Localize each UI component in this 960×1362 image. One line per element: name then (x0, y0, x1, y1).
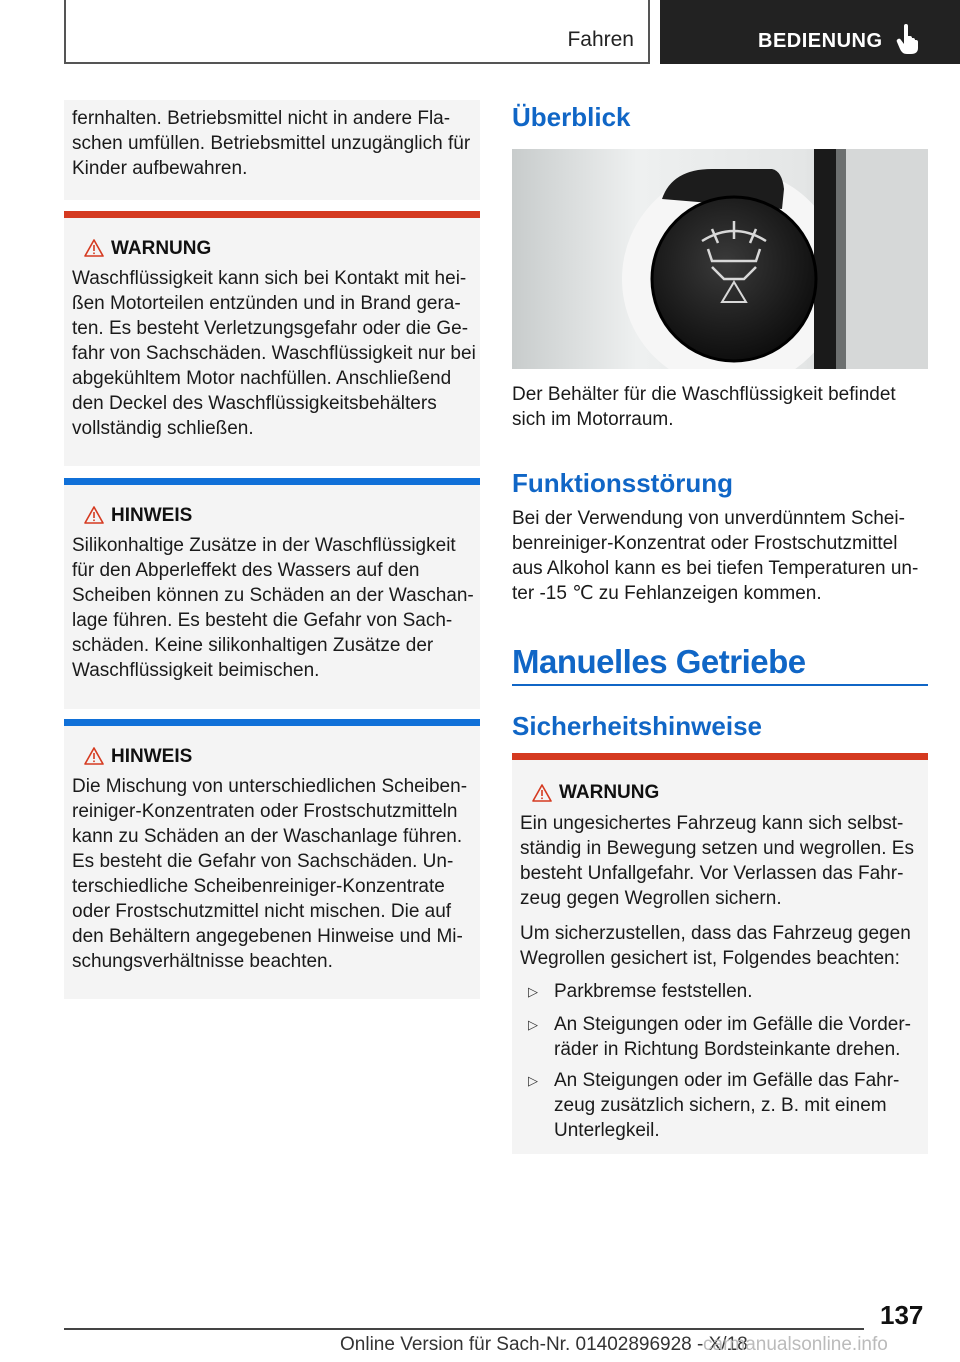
notice-box-2 (64, 726, 480, 999)
header-chapter-tab[interactable] (660, 0, 960, 64)
intro-box (64, 100, 480, 200)
warning-title: WARNUNG (559, 782, 660, 803)
chapter-rule (512, 684, 928, 686)
warning-triangle-icon (84, 506, 104, 524)
warning-bar (512, 753, 928, 760)
washer-fluid-photo (512, 149, 928, 369)
malfunction-text: Bei der Verwendung von unverdünntem Scheibenreiniger-Konzentrat oder Frostschutzmittel aus Alkohol kann es bei tiefen Temperaturen unter -15 ℃ zu Fehlanzeigen kommen. (512, 508, 919, 604)
header-section-box (64, 0, 650, 64)
warning-text-instructions: Um sicherzustellen, dass das Fahrzeug gegen Wegrollen gesichert ist, Folgendes beachten: (520, 923, 911, 969)
watermark-text: carmanualsonline.info (703, 1334, 888, 1355)
header-chapter-label: BEDIENUNG (758, 30, 883, 52)
warning-box-1 (64, 218, 480, 466)
washer-fluid-cap-icon (512, 149, 928, 369)
notice-text: Silikonhaltige Zusätze in der Waschflüssigkeit für den Abperleffekt des Wassers auf den Scheiben können zu Schäden an der Waschanlage führen. Es besteht die Gefahr von Sachschäden. Keine silikonhaltigen Zusätze der Waschflüssigkeit beimischen. (72, 535, 474, 681)
notice-title: HINWEIS (111, 505, 193, 526)
intro-text: fernhalten. Betriebsmittel nicht in andere Flaschen umfüllen. Betriebsmittel unzugänglich für Kinder aufbewahren. (72, 108, 471, 179)
hand-pointer-icon (896, 24, 918, 54)
list-bullet: ▷ (528, 984, 538, 999)
safety-heading: Sicherheitshinweise (512, 711, 762, 741)
warning-text: Waschflüssigkeit kann sich bei Kontakt mit heißen Motorteilen entzünden und in Brand geraten. Es besteht Verletzungsgefahr oder die Gefahr von Sachschäden. Waschflüssigkeit nur bei abgekühltem Motor nachfüllen. Anschließend den Deckel des Waschflüssigkeitsbehälters vollständig schließen. (72, 268, 476, 439)
notice-text: Die Mischung von unterschiedlichen Scheibenreiniger-Konzentraten oder Frostschutzmitteln kann zu Schäden an der Waschanlage führen. Es besteht die Gefahr von Sachschäden. Unterschiedliche Scheibenreiniger-Konzentrate oder Frostschutzmittel nicht mischen. Die auf den Behältern angegebenen Hinweise und Mischungsverhältnisse beachten. (72, 776, 468, 972)
warning-triangle-icon (84, 239, 104, 257)
overview-text: Der Behälter für die Waschflüssigkeit befindet sich im Motorraum. (512, 384, 896, 430)
notice-bar (64, 719, 480, 726)
online-version-text: Online Version für Sach-Nr. 01402896928 - X/18 (340, 1334, 748, 1355)
list-bullet: ▷ (528, 1073, 538, 1088)
list-item: Parkbremse feststellen. (554, 981, 753, 1002)
warning-triangle-icon (84, 747, 104, 765)
header-section-label: Fahren (567, 28, 634, 51)
overview-heading: Überblick (512, 102, 631, 132)
warning-bar (64, 211, 480, 218)
warning-text: Ein ungesichertes Fahrzeug kann sich selbstständig in Bewegung setzen und wegrollen. Es besteht Unfallgefahr. Vor Verlassen das Fahrzeug gegen Wegrollen sichern. (520, 813, 914, 909)
warning-triangle-icon (532, 784, 552, 802)
notice-title: HINWEIS (111, 746, 193, 767)
page-number: 137 (880, 1300, 924, 1330)
footer-rule (64, 1328, 864, 1330)
list-item: An Steigungen oder im Gefälle die Vorderräder in Richtung Bordsteinkante drehen. (554, 1014, 911, 1060)
notice-bar (64, 478, 480, 485)
list-item: An Steigungen oder im Gefälle das Fahrzeug zusätzlich sichern, z. B. mit einem Unterlegkeil. (554, 1070, 900, 1141)
malfunction-heading: Funktionsstörung (512, 468, 733, 498)
notice-box-1 (64, 485, 480, 709)
chapter-heading: Manuelles Getriebe (512, 643, 806, 680)
list-bullet: ▷ (528, 1017, 538, 1032)
warning-title: WARNUNG (111, 238, 212, 259)
